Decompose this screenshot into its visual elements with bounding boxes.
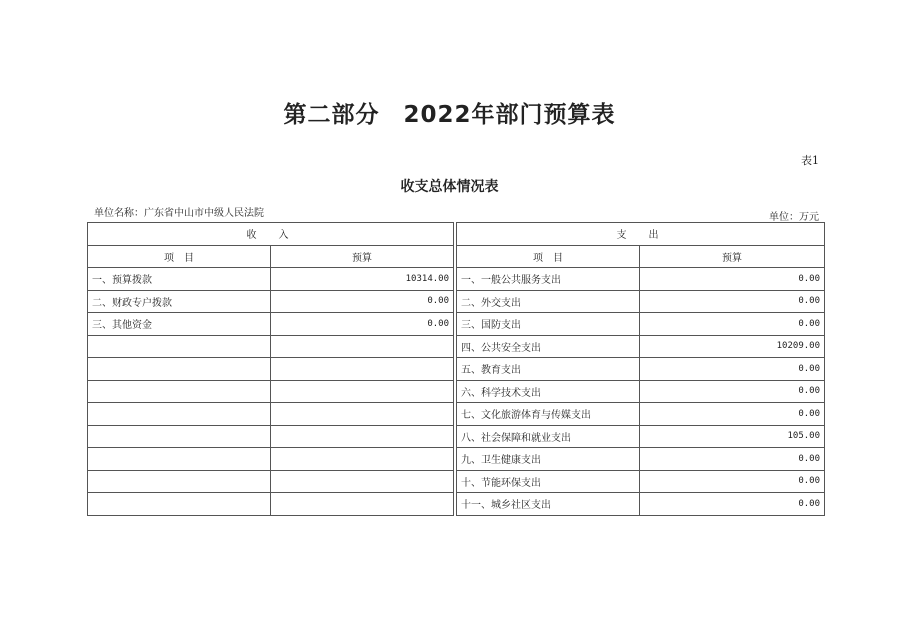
- table-row: [88, 358, 825, 381]
- page-title: 第二部分 2022年部门预算表: [283, 102, 616, 128]
- income-value-cell: [271, 448, 454, 471]
- expense-item-cell: 十一、城乡社区支出: [457, 493, 640, 516]
- income-value-cell: [271, 358, 454, 381]
- income-item-cell: [88, 403, 271, 426]
- expense-item-cell: 一、一般公共服务支出: [457, 268, 640, 291]
- table-row: [88, 493, 825, 516]
- expense-value-cell: 0.00: [640, 380, 825, 403]
- income-item-cell: [88, 493, 271, 516]
- table-row: [88, 403, 825, 426]
- table-row: [88, 313, 825, 336]
- table-title: 收支总体情况表: [400, 179, 499, 195]
- income-item-header: 项 目: [88, 245, 271, 268]
- income-value-cell: 0.00: [271, 313, 454, 336]
- table-row: [88, 268, 825, 291]
- expense-item-header: 项 目: [457, 245, 640, 268]
- income-value-cell: [271, 403, 454, 426]
- income-value-cell: [271, 493, 454, 516]
- income-header: 收 入: [88, 223, 454, 246]
- table-row: [88, 425, 825, 448]
- expense-header: 支 出: [457, 223, 825, 246]
- table-row: [88, 335, 825, 358]
- column-header-row: [88, 245, 825, 268]
- income-item-cell: [88, 380, 271, 403]
- expense-value-cell: 0.00: [640, 358, 825, 381]
- income-item-cell: [88, 470, 271, 493]
- expense-budget-header: 预算: [640, 245, 825, 268]
- expense-item-cell: 十、节能环保支出: [457, 470, 640, 493]
- expense-item-cell: 二、外交支出: [457, 290, 640, 313]
- section-header-row: [88, 223, 825, 246]
- budget-table: [87, 222, 825, 516]
- table-row: [88, 448, 825, 471]
- expense-value-cell: 0.00: [640, 290, 825, 313]
- expense-item-cell: 三、国防支出: [457, 313, 640, 336]
- income-value-cell: [271, 470, 454, 493]
- expense-item-cell: 九、卫生健康支出: [457, 448, 640, 471]
- expense-item-cell: 五、教育支出: [457, 358, 640, 381]
- expense-item-cell: 七、文化旅游体育与传媒支出: [457, 403, 640, 426]
- income-item-cell: [88, 448, 271, 471]
- expense-value-cell: 0.00: [640, 448, 825, 471]
- expense-item-cell: 八、社会保障和就业支出: [457, 425, 640, 448]
- expense-value-cell: 0.00: [640, 470, 825, 493]
- income-value-cell: 10314.00: [271, 268, 454, 291]
- income-budget-header: 预算: [271, 245, 454, 268]
- expense-item-cell: 六、科学技术支出: [457, 380, 640, 403]
- income-value-cell: 0.00: [271, 290, 454, 313]
- expense-item-cell: 四、公共安全支出: [457, 335, 640, 358]
- income-item-cell: [88, 425, 271, 448]
- expense-value-cell: 0.00: [640, 313, 825, 336]
- income-item-cell: 二、财政专户拨款: [88, 290, 271, 313]
- table-number: 表1: [801, 154, 819, 167]
- expense-value-cell: 105.00: [640, 425, 825, 448]
- income-value-cell: [271, 380, 454, 403]
- table-row: [88, 380, 825, 403]
- table-row: [88, 470, 825, 493]
- income-item-cell: [88, 358, 271, 381]
- expense-value-cell: 10209.00: [640, 335, 825, 358]
- expense-value-cell: 0.00: [640, 268, 825, 291]
- table-row: [88, 290, 825, 313]
- income-value-cell: [271, 335, 454, 358]
- unit-name: 单位名称：广东省中山市中级人民法院: [94, 208, 264, 219]
- expense-value-cell: 0.00: [640, 403, 825, 426]
- unit-measure: 单位：万元: [769, 212, 819, 223]
- income-value-cell: [271, 425, 454, 448]
- expense-value-cell: 0.00: [640, 493, 825, 516]
- income-item-cell: [88, 335, 271, 358]
- income-item-cell: 一、预算拨款: [88, 268, 271, 291]
- income-item-cell: 三、其他资金: [88, 313, 271, 336]
